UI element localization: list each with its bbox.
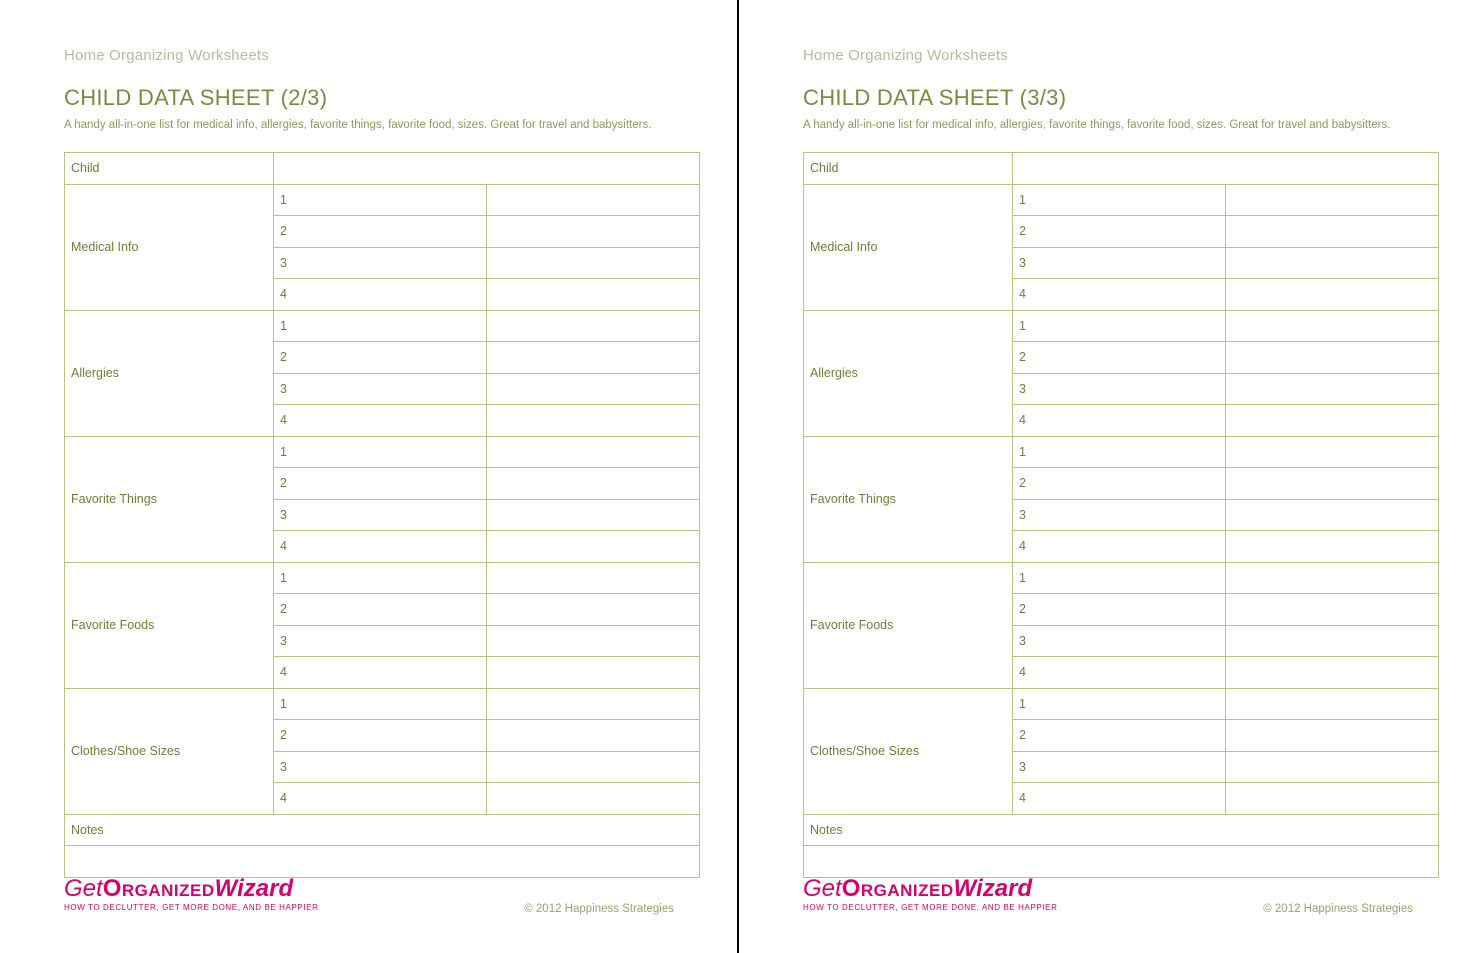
row-number: 3 <box>1013 373 1226 405</box>
section-label-allergies: Allergies <box>65 310 274 436</box>
table-row <box>804 688 1439 720</box>
row-number: 2 <box>1013 468 1226 500</box>
logo-organized-text: Organized <box>102 875 215 902</box>
table-row <box>804 310 1439 342</box>
table-row <box>804 153 1439 185</box>
table-row <box>65 310 700 342</box>
entry-field[interactable] <box>487 562 700 594</box>
entry-field[interactable] <box>1226 562 1439 594</box>
logo-wizard-text: Wizard <box>214 875 294 902</box>
row-number: 2 <box>1013 342 1226 374</box>
entry-field[interactable] <box>1226 184 1439 216</box>
notes-field[interactable] <box>65 846 700 878</box>
row-number: 1 <box>1013 184 1226 216</box>
entry-field[interactable] <box>487 751 700 783</box>
row-number: 2 <box>1013 720 1226 752</box>
entry-field[interactable] <box>1226 405 1439 437</box>
entry-field[interactable] <box>487 531 700 563</box>
entry-field[interactable] <box>1226 720 1439 752</box>
entry-field[interactable] <box>487 468 700 500</box>
section-label-favorite-foods: Favorite Foods <box>804 562 1013 688</box>
row-number: 3 <box>1013 751 1226 783</box>
entry-field[interactable] <box>487 310 700 342</box>
entry-field[interactable] <box>1226 436 1439 468</box>
table-row <box>804 814 1439 846</box>
entry-field[interactable] <box>487 436 700 468</box>
entry-field[interactable] <box>487 688 700 720</box>
section-label-favorite-things: Favorite Things <box>804 436 1013 562</box>
entry-field[interactable] <box>1226 594 1439 626</box>
child-value-field[interactable] <box>274 153 700 185</box>
row-number: 4 <box>1013 657 1226 689</box>
page-subtitle: A handy all-in-one list for medical info, allergies, favorite things, favorite food, sizes. Great for travel and babysitters. <box>64 119 652 131</box>
table-body <box>804 153 1439 878</box>
row-number: 4 <box>274 279 487 311</box>
logo-wordmark <box>64 876 324 902</box>
entry-field[interactable] <box>1226 531 1439 563</box>
row-number: 3 <box>1013 499 1226 531</box>
child-value-field[interactable] <box>1013 153 1439 185</box>
logo-wordmark <box>803 876 1063 902</box>
row-number: 4 <box>274 657 487 689</box>
table-row <box>65 153 700 185</box>
entry-field[interactable] <box>487 783 700 815</box>
entry-field[interactable] <box>1226 279 1439 311</box>
child-data-table <box>64 152 700 878</box>
table-body <box>65 153 700 878</box>
row-number: 3 <box>1013 625 1226 657</box>
entry-field[interactable] <box>487 247 700 279</box>
page-title: CHILD DATA SHEET (2/3) <box>64 85 328 110</box>
entry-field[interactable] <box>1226 751 1439 783</box>
page-title: CHILD DATA SHEET (3/3) <box>803 85 1067 110</box>
child-label: Child <box>804 153 1013 185</box>
entry-field[interactable] <box>487 279 700 311</box>
section-label-medical-info: Medical Info <box>65 184 274 310</box>
logo-tagline: HOW TO DECLUTTER, GET MORE DONE, AND BE HAPPIER <box>803 903 1058 912</box>
row-number: 2 <box>1013 216 1226 248</box>
brand-logo <box>64 876 324 920</box>
worksheet-kicker: Home Organizing Worksheets <box>64 47 270 64</box>
row-number: 1 <box>274 688 487 720</box>
notes-label: Notes <box>804 814 1439 846</box>
row-number: 2 <box>1013 594 1226 626</box>
row-number: 1 <box>1013 310 1226 342</box>
row-number: 3 <box>1013 247 1226 279</box>
row-number: 2 <box>274 468 487 500</box>
row-number: 3 <box>274 625 487 657</box>
entry-field[interactable] <box>1226 216 1439 248</box>
row-number: 1 <box>274 562 487 594</box>
row-number: 1 <box>1013 688 1226 720</box>
child-label: Child <box>65 153 274 185</box>
table-row <box>65 436 700 468</box>
logo-get-text: Get <box>64 875 103 902</box>
entry-field[interactable] <box>1226 310 1439 342</box>
row-number: 4 <box>1013 531 1226 563</box>
row-number: 2 <box>274 216 487 248</box>
row-number: 3 <box>274 247 487 279</box>
table-row <box>804 184 1439 216</box>
row-number: 3 <box>274 499 487 531</box>
entry-field[interactable] <box>1226 247 1439 279</box>
notes-label: Notes <box>65 814 700 846</box>
entry-field[interactable] <box>487 405 700 437</box>
brand-logo <box>803 876 1063 920</box>
row-number: 1 <box>1013 562 1226 594</box>
worksheet-page-right <box>739 0 1476 953</box>
entry-field[interactable] <box>487 499 700 531</box>
row-number: 3 <box>274 751 487 783</box>
entry-field[interactable] <box>487 184 700 216</box>
table-row <box>65 814 700 846</box>
entry-field[interactable] <box>1226 373 1439 405</box>
section-label-favorite-things: Favorite Things <box>65 436 274 562</box>
table-row <box>804 562 1439 594</box>
row-number: 1 <box>1013 436 1226 468</box>
section-label-allergies: Allergies <box>804 310 1013 436</box>
entry-field[interactable] <box>487 216 700 248</box>
entry-field[interactable] <box>1226 625 1439 657</box>
page-subtitle: A handy all-in-one list for medical info, allergies, favorite things, favorite food, sizes. Great for travel and babysitters. <box>803 119 1391 131</box>
section-label-favorite-foods: Favorite Foods <box>65 562 274 688</box>
section-label-clothes-shoe-sizes: Clothes/Shoe Sizes <box>65 688 274 814</box>
logo-tagline: HOW TO DECLUTTER, GET MORE DONE, AND BE HAPPIER <box>64 903 319 912</box>
entry-field[interactable] <box>1226 657 1439 689</box>
table-row <box>65 688 700 720</box>
logo-get-text: Get <box>803 875 842 902</box>
section-label-medical-info: Medical Info <box>804 184 1013 310</box>
table-row <box>65 562 700 594</box>
entry-field[interactable] <box>1226 342 1439 374</box>
entry-field[interactable] <box>1226 783 1439 815</box>
row-number: 4 <box>1013 279 1226 311</box>
row-number: 2 <box>274 594 487 626</box>
row-number: 1 <box>274 436 487 468</box>
row-number: 2 <box>274 720 487 752</box>
logo-organized-text: Organized <box>841 875 954 902</box>
worksheet-page-left <box>0 0 737 953</box>
entry-field[interactable] <box>1226 468 1439 500</box>
row-number: 4 <box>274 531 487 563</box>
table-row <box>804 846 1439 878</box>
copyright-text: © 2012 Happiness Strategies <box>524 903 674 915</box>
row-number: 3 <box>274 373 487 405</box>
entry-field[interactable] <box>487 720 700 752</box>
notes-field[interactable] <box>804 846 1439 878</box>
row-number: 2 <box>274 342 487 374</box>
row-number: 4 <box>1013 783 1226 815</box>
row-number: 4 <box>1013 405 1226 437</box>
section-label-clothes-shoe-sizes: Clothes/Shoe Sizes <box>804 688 1013 814</box>
entry-field[interactable] <box>487 625 700 657</box>
copyright-text: © 2012 Happiness Strategies <box>1263 903 1413 915</box>
row-number: 1 <box>274 184 487 216</box>
entry-field[interactable] <box>1226 688 1439 720</box>
child-data-table <box>803 152 1439 878</box>
entry-field[interactable] <box>487 373 700 405</box>
table-row <box>65 846 700 878</box>
entry-field[interactable] <box>1226 499 1439 531</box>
row-number: 4 <box>274 783 487 815</box>
entry-field[interactable] <box>487 342 700 374</box>
row-number: 4 <box>274 405 487 437</box>
entry-field[interactable] <box>487 657 700 689</box>
table-row <box>804 436 1439 468</box>
table-row <box>65 184 700 216</box>
logo-wizard-text: Wizard <box>953 875 1033 902</box>
worksheet-kicker: Home Organizing Worksheets <box>803 47 1009 64</box>
entry-field[interactable] <box>487 594 700 626</box>
row-number: 1 <box>274 310 487 342</box>
